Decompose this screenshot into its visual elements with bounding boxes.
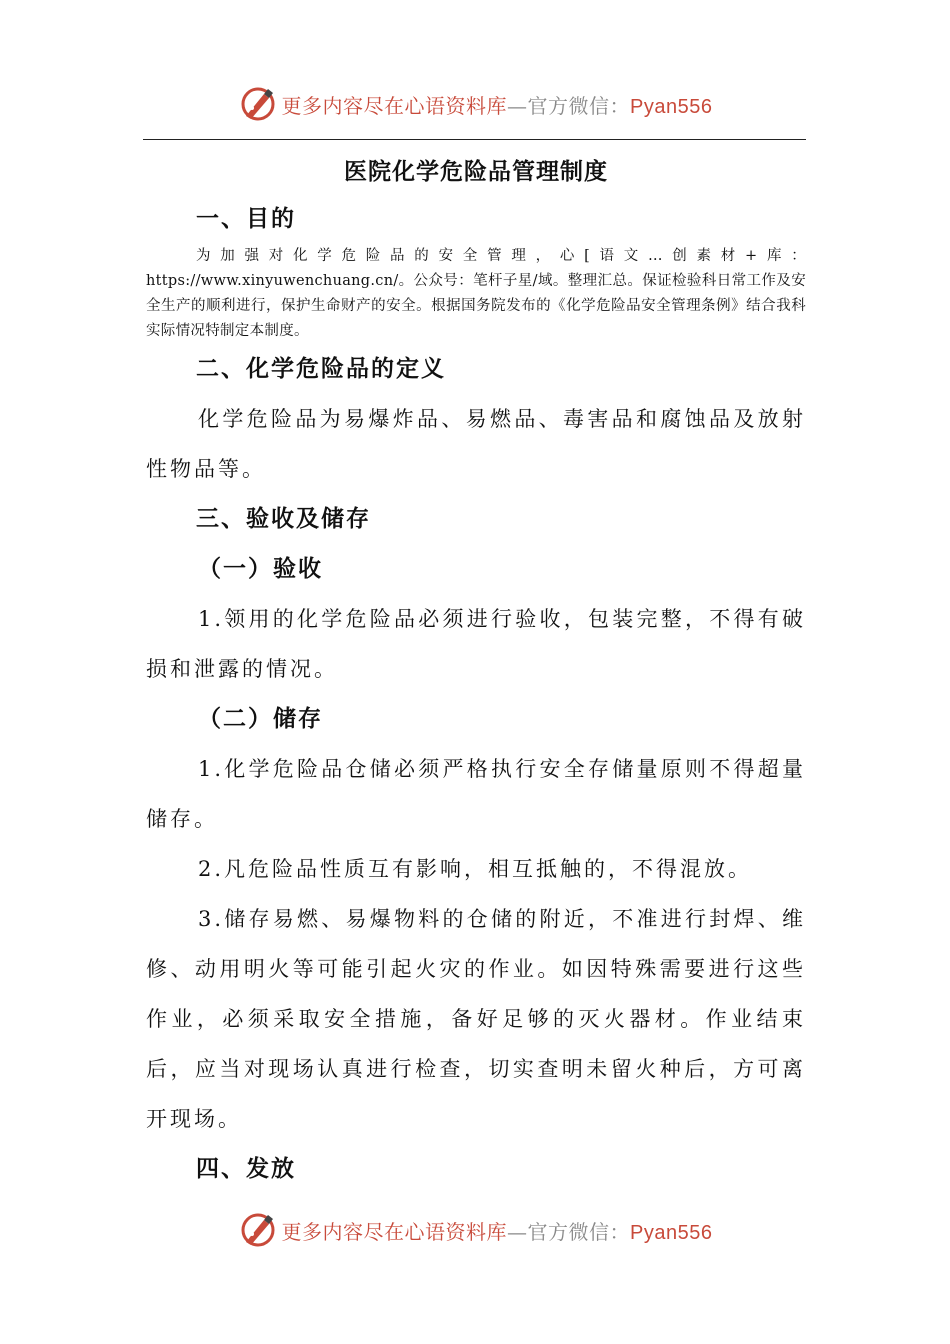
- purpose-paragraph: 为加强对化学危险品的安全管理，心[语文…创素材+库：https://www.xinyuwenchuang.cn/。公众号：笔杆子星/域。整理汇总。保证检验科日常工作及安全生产的顺利进行，保护生命财产的安全。根据国务院发布的《化学危险品安全管理条例》结合我科实际情况特制定本制度。: [146, 248, 806, 339]
- banner-wechat-id: Pyan556: [630, 1221, 713, 1244]
- storage-item-2: 2.凡危险品性质互有影响，相互抵触的，不得混放。: [198, 857, 753, 881]
- banner-text: [282, 1216, 713, 1245]
- page-title: 医院化学危险品管理制度: [344, 159, 608, 185]
- banner-wechat-label: 官方微信：: [527, 1219, 631, 1244]
- banner-text: [282, 90, 713, 119]
- definition-paragraph: 化学危险品为易爆炸品、易燃品、毒害品和腐蚀品及放射性物品等。: [146, 407, 806, 481]
- subsection-heading-storage: （二）储存: [198, 706, 323, 732]
- document-body: [146, 150, 806, 1194]
- section-heading-distribution: 四、发放: [196, 1156, 296, 1182]
- storage-item-1: 1.化学危险品仓储必须严格执行安全存储量原则不得超量储存。: [146, 757, 806, 831]
- section-heading-acceptance-storage: 三、验收及储存: [196, 506, 371, 532]
- banner-brand: 更多内容尽在心语资料库: [281, 93, 508, 118]
- section-heading-purpose: 一、目的: [196, 206, 296, 232]
- header-banner: [0, 82, 950, 126]
- banner-brand: 更多内容尽在心语资料库: [281, 1219, 508, 1244]
- banner-wechat-label: 官方微信：: [527, 93, 631, 118]
- banner-wechat-id: Pyan556: [630, 95, 713, 118]
- footer-banner: [0, 1208, 950, 1252]
- section-heading-definition: 二、化学危险品的定义: [196, 356, 446, 382]
- pen-logo-icon: [238, 84, 278, 124]
- pen-logo-icon: [238, 1210, 278, 1250]
- banner-separator: —: [507, 1219, 528, 1244]
- banner-separator: —: [507, 93, 528, 118]
- subsection-heading-acceptance: （一）验收: [198, 556, 323, 582]
- acceptance-item-1: 1.领用的化学危险品必须进行验收，包装完整，不得有破损和泄露的情况。: [146, 607, 806, 681]
- storage-item-3: 3.储存易燃、易爆物料的仓储的附近，不准进行封焊、维修、动用明火等可能引起火灾的作业。如因特殊需要进行这些作业，必须采取安全措施，备好足够的灭火器材。作业结束后，应当对现场认真进行检查，切实查明未留火种后，方可离开现场。: [146, 907, 806, 1131]
- header-divider: [143, 139, 806, 140]
